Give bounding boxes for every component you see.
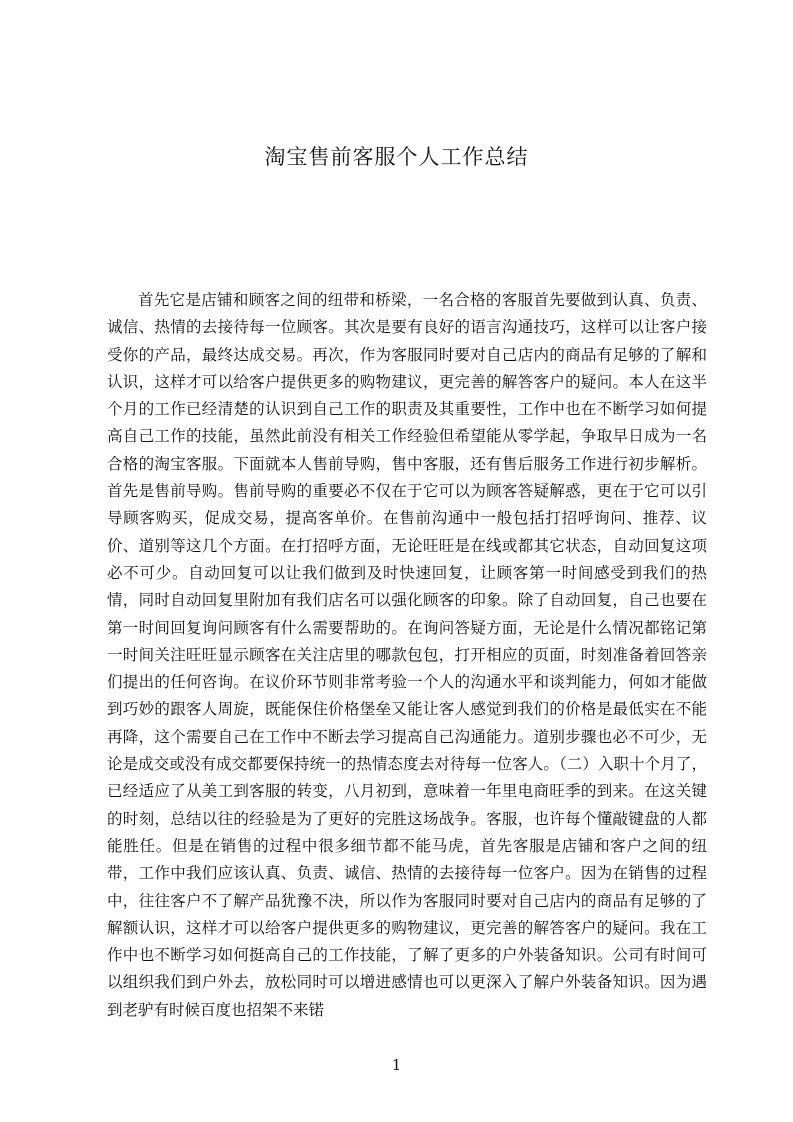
page-number: 1 [391,1056,402,1074]
body-paragraph: 首先它是店铺和顾客之间的纽带和桥梁，一名合格的客服首先要做到认真、负责、诚信、热情的去接待每一位顾客。其次是要有良好的语言沟通技巧，这样可以让客户接受你的产品，最终达成交易。再次，作为客服同时要对自己店内的商品有足够的了解和认识，这样才可以给客户提供更多的购物建议，更完善的解答客户的疑问。本人在这半个月的工作已经清楚的认识到自己工作的职责及其重要性，工作中也在不断学习如何提高自己工作的技能，虽然此前没有相关工作经验但希望能从零学起，争取早日成为一名合格的淘宝客服。下面就本人售前导购，售中客服，还有售后服务工作进行初步解析。首先是售前导购。售前导购的重要必不仅在于它可以为顾客答疑解惑，更在于它可以引导顾客购买，促成交易，提高客单价。在售前沟通中一般包括打招呼询问、推荐、议价、道别等这几个方面。在打招呼方面，无论旺旺是在线或都其它状态，自动回复这项必不可少。自动回复可以让我们做到及时快速回复，让顾客第一时间感受到我们的热情，同时自动回复里附加有我们店名可以强化顾客的印象。除了自动回复，自己也要在第一时间回复询问顾客有什么需要帮助的。在询问答疑方面，无论是什么情况都铭记第一时间关注旺旺显示顾客在关注店里的哪款包包，打开相应的页面，时刻准备着回答亲们提出的任何咨询。在议价环节则非常考验一个人的沟通水平和谈判能力，何如才能做到巧妙的跟客人周旋，既能保住价格堡垒又能让客人感觉到我们的价格是最低实在不能再降，这个需要自己在工作中不断去学习提高自己沟通能力。道别步骤也必不可少，无论是成交或没有成交都要保持统一的热情态度去对待每一位客人。（二）入职十个月了，已经适应了从美工到客服的转变，八月初到，意味着一年里电商旺季的到来。在这关键的时刻，总结以往的经验是为了更好的完胜这场战争。客服，也许每个懂敲键盘的人都能胜任。但是在销售的过程中很多细节都不能马虎，首先客服是店铺和客户之间的纽带，工作中我们应该认真、负责、诚信、热情的去接待每一位客户。因为在销售的过程中，往往客户不了解产品犹豫不决，所以作为客服同时要对自己店内的商品有足够的了解额认识，这样才可以给客户提供更多的购物建议，更完善的解答客户的疑问。我在工作中也不断学习如何挺高自己的工作技能，了解了更多的户外装备知识。公司有时间可以组织我们到户外去，放松同时可以增进感情也可以更深入了解户外装备知识。因为遇到老驴有时候百度也招架不来锘 [107,291,707,1019]
document-title: 淘宝售前客服个人工作总结 [264,145,529,169]
